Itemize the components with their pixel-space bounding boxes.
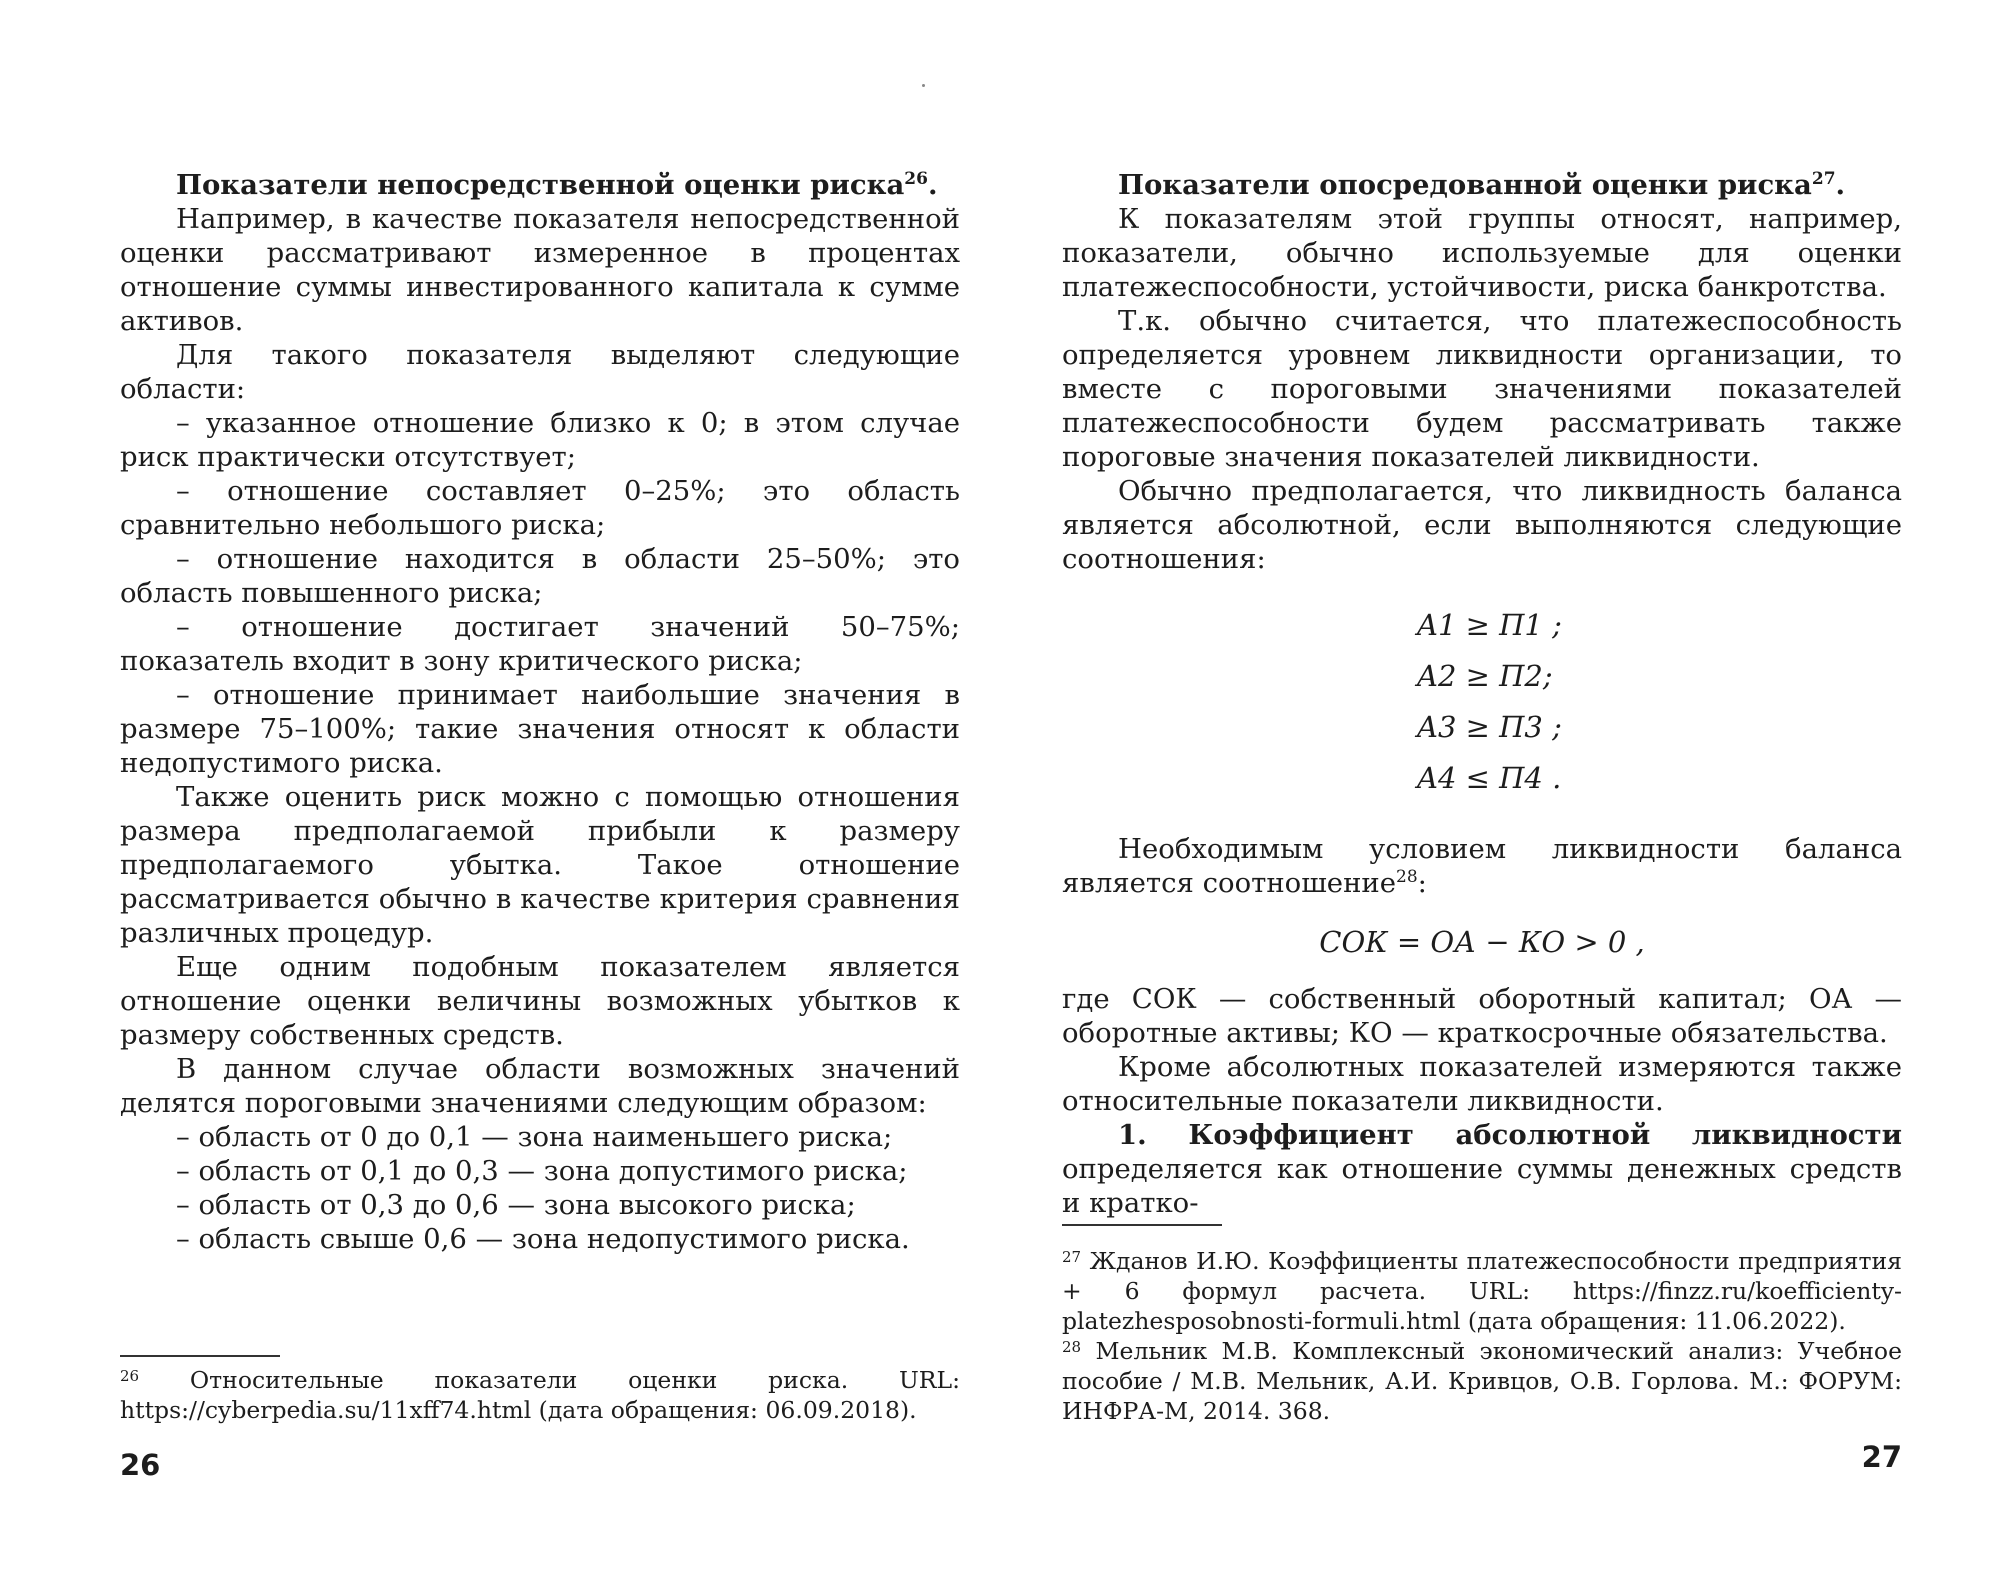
footnote-rule	[120, 1355, 280, 1357]
list-item: – область от 0,1 до 0,3 — зона допустимого риска;	[176, 1155, 908, 1187]
formula: A1 ≥ П1 ;	[1417, 608, 1562, 642]
paragraph: В данном случае области возможных значений делятся пороговыми значениями следующим образом:	[120, 1053, 960, 1119]
paragraph: Для такого показателя выделяют следующие области:	[120, 339, 960, 405]
section-heading: Показатели опосредованной оценки риска$^{27}$.	[1118, 169, 1846, 201]
right-page	[1062, 0, 1902, 1586]
paragraph: Обычно предполагается, что ликвидность баланса является абсолютной, если выполняются следующие соотношения:	[1062, 475, 1902, 575]
paragraph: где СОК — собственный оборотный капитал; ОА — оборотные активы; КО — краткосрочные обязательства.	[1062, 983, 1902, 1049]
page-number: 26	[120, 1448, 161, 1482]
footnote-rule	[1062, 1224, 1222, 1226]
paragraph: Еще одним подобным показателем является отношение оценки величины возможных убытков к размеру собственных средств.	[120, 951, 960, 1051]
footnote: $^{28}$ Мельник М.В. Комплексный экономический анализ: Учебное пособие / М.В. Мельник, А.И. Кривцов, О.В. Горлова. М.: ФОРУМ: ИНФРА-М, 2014. 368.	[1062, 1337, 1902, 1425]
paragraph: Необходимым условием ликвидности баланса является соотношение$^{28}$:	[1062, 833, 1902, 899]
left-page-body	[120, 168, 960, 1256]
right-page-body	[1062, 168, 1902, 1220]
footnotes	[1062, 1246, 1902, 1426]
list-item: – область от 0,3 до 0,6 — зона высокого риска;	[176, 1189, 856, 1221]
list-item: – отношение достигает значений 50–75%; показатель входит в зону критического риска;	[120, 611, 960, 677]
footnote-ref[interactable]: 27	[1811, 169, 1836, 189]
list-item: – область от 0 до 0,1 — зона наименьшего риска;	[176, 1121, 893, 1153]
footnote: $^{26}$ Относительные показатели оценки риска. URL: https://cyberpedia.su/11xff74.html (дата обращения: 06.09.2018).	[120, 1366, 960, 1424]
paragraph: Кроме абсолютных показателей измеряются также относительные показатели ликвидности.	[1062, 1051, 1902, 1117]
footnote-ref[interactable]: 28	[1396, 867, 1418, 887]
paragraph: 1. Коэффициент абсолютной ликвидности определяется как отношение суммы денежных средств и кратко-	[1062, 1119, 1902, 1219]
page-number: 27	[1861, 1440, 1902, 1474]
paragraph: Также оценить риск можно с помощью отношения размера предполагаемой прибыли к размеру предполагаемого убытка. Такое отношение рассматривается обычно в качестве критерия сравнения различных процедур.	[120, 781, 960, 949]
list-item: – отношение находится в области 25–50%; это область повышенного риска;	[120, 543, 960, 609]
section-heading: Показатели непосредственной оценки риска$^{26}$.	[176, 169, 938, 201]
list-item: – указанное отношение близко к 0; в этом случае риск практически отсутствует;	[120, 407, 960, 473]
left-page	[120, 0, 960, 1586]
list-item: – область свыше 0,6 — зона недопустимого риска.	[176, 1223, 910, 1255]
main-formula: СОК = ОА − КО > 0 ,	[1319, 925, 1645, 959]
footnotes	[120, 1365, 960, 1425]
paragraph: К показателям этой группы относят, например, показатели, обычно используемые для оценки платежеспособности, устойчивости, риска банкротства.	[1062, 203, 1902, 303]
list-item: – отношение составляет 0–25%; это область сравнительно небольшого риска;	[120, 475, 960, 541]
footnote: $^{27}$ Жданов И.Ю. Коэффициенты платежеспособности предприятия + 6 формул расчета. URL: https://finzz.ru/koefficienty-platezhesposobnosti-formuli.html (дата обращения: 11.06.2022).	[1062, 1247, 1902, 1335]
list-item: – отношение принимает наибольшие значения в размере 75–100%; такие значения относят к области недопустимого риска.	[120, 679, 960, 779]
formula: A4 ≤ П4 .	[1417, 761, 1562, 795]
footnote-ref[interactable]: 26	[904, 169, 928, 189]
formula: A3 ≥ П3 ;	[1417, 710, 1562, 744]
formula: A2 ≥ П2;	[1417, 659, 1553, 693]
paragraph: Например, в качестве показателя непосредственной оценки рассматривают измеренное в процентах отношение суммы инвестированного капитала к сумме активов.	[120, 203, 960, 337]
term-bold: 1. Коэффициент абсолютной ликвидности	[1118, 1119, 1902, 1151]
formula-list	[1062, 600, 1902, 804]
paragraph: Т.к. обычно считается, что платежеспособность определяется уровнем ликвидности организации, то вместе с пороговыми значениями показателей платежеспособности будем рассматривать также пороговые значения показателей ликвидности.	[1062, 305, 1902, 473]
